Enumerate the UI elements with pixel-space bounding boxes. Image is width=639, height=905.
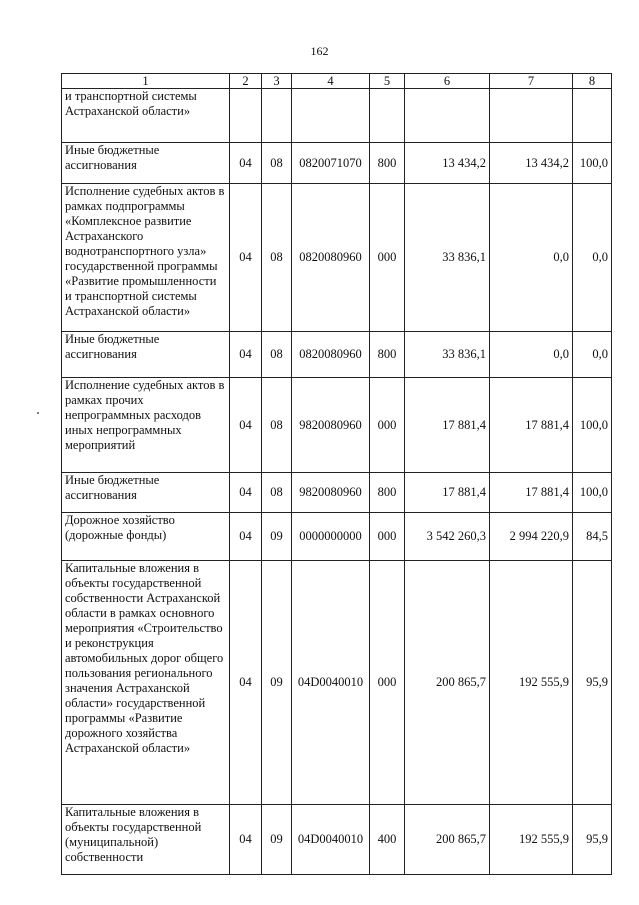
cell-subsection [262,89,292,143]
cell-approved: 17 881,4 [405,378,490,473]
cell-target-code: 0000000000 [292,513,370,561]
cell-approved: 17 881,4 [405,473,490,513]
cell-executed [490,89,573,143]
cell-expense-type: 800 [370,143,405,184]
table-row [62,378,612,473]
cell-subsection: 09 [262,805,292,875]
cell-percent: 0,0 [573,184,612,332]
cell-percent: 100,0 [573,143,612,184]
column-header: 2 [230,74,262,89]
cell-section [230,89,262,143]
cell-executed: 17 881,4 [490,473,573,513]
cell-expense-type: 000 [370,184,405,332]
row-name: Дорожное хозяйство (дорожные фонды) [62,513,230,561]
cell-section: 04 [230,473,262,513]
cell-subsection: 08 [262,332,292,378]
cell-executed: 192 555,9 [490,561,573,805]
table-row [62,143,612,184]
cell-executed: 17 881,4 [490,378,573,473]
cell-subsection: 08 [262,184,292,332]
cell-section: 04 [230,561,262,805]
cell-approved: 200 865,7 [405,805,490,875]
cell-target-code: 0820080960 [292,332,370,378]
table-row [62,513,612,561]
cell-approved: 33 836,1 [405,332,490,378]
table-row [62,473,612,513]
cell-percent: 95,9 [573,805,612,875]
cell-approved: 13 434,2 [405,143,490,184]
cell-section: 04 [230,378,262,473]
cell-expense-type: 000 [370,561,405,805]
column-header: 6 [405,74,490,89]
column-header: 8 [573,74,612,89]
cell-approved: 33 836,1 [405,184,490,332]
cell-percent [573,89,612,143]
cell-section: 04 [230,513,262,561]
cell-approved: 3 542 260,3 [405,513,490,561]
cell-percent: 95,9 [573,561,612,805]
header-row [62,74,612,89]
column-header: 7 [490,74,573,89]
column-header: 5 [370,74,405,89]
cell-section: 04 [230,805,262,875]
row-name: Капитальные вложения в объекты государственной (муниципальной) собственности [62,805,230,875]
row-name: и транспортной системы Астраханской области» [62,89,230,143]
cell-subsection: 09 [262,513,292,561]
cell-section: 04 [230,143,262,184]
cell-executed: 192 555,9 [490,805,573,875]
row-name: Капитальные вложения в объекты государственной собственности Астраханской области в рамках основного мероприятия «Строительство и реконструкция автомобильных дорог общего пользования регионального значения Астраханской области» государственной программы «Развитие дорожного хозяйства Астраханской области» [62,561,230,805]
table-row [62,561,612,805]
cell-target-code: 9820080960 [292,473,370,513]
row-name: Иные бюджетные ассигнования [62,332,230,378]
cell-expense-type [370,89,405,143]
cell-expense-type: 000 [370,513,405,561]
cell-executed: 0,0 [490,332,573,378]
column-header: 1 [62,74,230,89]
cell-target-code: 04D0040010 [292,805,370,875]
cell-percent: 84,5 [573,513,612,561]
cell-executed: 0,0 [490,184,573,332]
row-name: Иные бюджетные ассигнования [62,143,230,184]
cell-percent: 0,0 [573,332,612,378]
cell-expense-type: 000 [370,378,405,473]
cell-executed: 13 434,2 [490,143,573,184]
table-row [62,89,612,143]
row-name: Исполнение судебных актов в рамках прочих непрограммных расходов иных непрограммных мероприятий [62,378,230,473]
cell-approved [405,89,490,143]
budget-table [61,73,612,875]
cell-subsection: 09 [262,561,292,805]
cell-subsection: 08 [262,378,292,473]
cell-approved: 200 865,7 [405,561,490,805]
table-row [62,184,612,332]
cell-subsection: 08 [262,473,292,513]
cell-section: 04 [230,332,262,378]
cell-percent: 100,0 [573,473,612,513]
cell-executed: 2 994 220,9 [490,513,573,561]
row-name: Иные бюджетные ассигнования [62,473,230,513]
cell-target-code: 04D0040010 [292,561,370,805]
cell-expense-type: 800 [370,332,405,378]
column-header: 4 [292,74,370,89]
table-row [62,332,612,378]
row-name: Исполнение судебных актов в рамках подпрограммы «Комплексное развитие Астраханского воднотранспортного узла» государственной программы «Развитие промышленности и транспортной системы Астраханской области» [62,184,230,332]
cell-target-code: 9820080960 [292,378,370,473]
column-header: 3 [262,74,292,89]
cell-expense-type: 400 [370,805,405,875]
cell-target-code [292,89,370,143]
cell-target-code: 0820080960 [292,184,370,332]
cell-target-code: 0820071070 [292,143,370,184]
page-number: 162 [310,44,329,58]
cell-subsection: 08 [262,143,292,184]
table-row [62,805,612,875]
scan-speck [37,412,39,414]
cell-expense-type: 800 [370,473,405,513]
cell-percent: 100,0 [573,378,612,473]
cell-section: 04 [230,184,262,332]
